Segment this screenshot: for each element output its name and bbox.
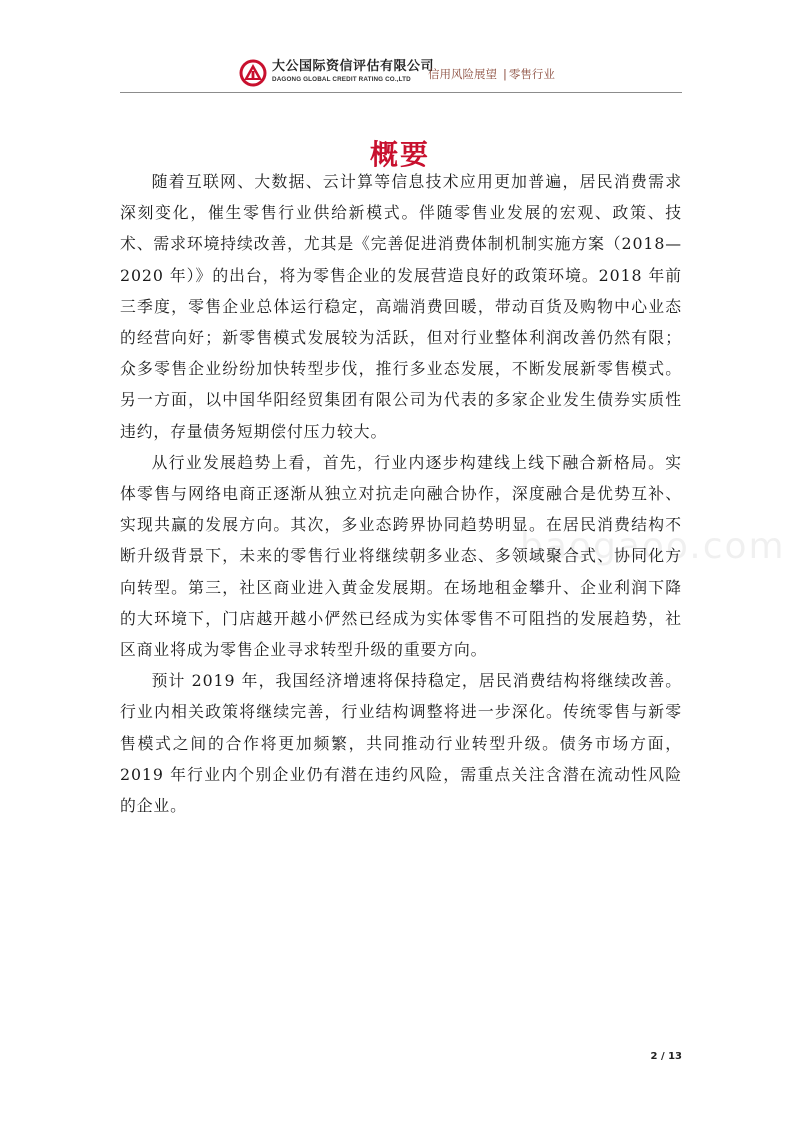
page-title: 概要 <box>369 137 430 171</box>
header-separator: | <box>503 67 507 81</box>
header-divider <box>120 92 682 93</box>
page-header <box>120 56 680 92</box>
paragraph: 预计 2019 年，我国经济增速将保持稳定，居民消费结构将继续改善。行业内相关政策将继续完善，行业结构调整将进一步深化。传统零售与新零售模式之间的合作将更加频繁，共同推动行业转型升级。债务市场方面，2019 年行业内个别企业仍有潜在违约风险，需重点关注含潜在流动性风险的企业。 <box>120 671 682 816</box>
watermark: baogaoo.com <box>520 526 786 567</box>
industry-label: 零售行业 <box>508 67 555 81</box>
paragraph: 随着互联网、大数据、云计算等信息技术应用更加普遍，居民消费需求深刻变化，催生零售行业供给新模式。伴随零售业发展的宏观、政策、技术、需求环境持续改善，尤其是《完善促进消费体制机制实施方案（2018—2020 年）》的出台，将为零售企业的发展营造良好的政策环境。2018 年前三季度，零售企业总体运行稳定，高端消费回暖，带动百货及购物中心业态的经营向好；新零售模式发展较为活跃，但对行业整体利润改善仍然有限；众多零售企业纷纷加快转型步伐，推行多业态发展，不断发展新零售模式。另一方面，以中国华阳经贸集团有限公司为代表的多家企业发生债券实质性违约，存量债务短期偿付压力较大。 <box>120 172 682 441</box>
dagong-logo-icon <box>238 58 268 88</box>
page-number: 2 / 13 <box>650 1051 682 1062</box>
report-tag <box>428 66 555 82</box>
report-type: 信用风险展望 <box>428 67 497 81</box>
summary-body <box>120 166 682 821</box>
company-name-en: DAGONG GLOBAL CREDIT RATING CO.,LTD <box>272 76 411 83</box>
paragraph: 从行业发展趋势上看，首先，行业内逐步构建线上线下融合新格局。实体零售与网络电商正逐渐从独立对抗走向融合协作，深度融合是优势互补、实现共赢的发展方向。其次，多业态跨界协同趋势明显。在居民消费结构不断升级背景下，未来的零售行业将继续朝多业态、多领域聚合式、协同化方向转型。第三，社区商业进入黄金发展期。在场地租金攀升、企业利润下降的大环境下，门店越开越小俨然已经成为实体零售不可阻挡的发展趋势，社区商业将成为零售企业寻求转型升级的重要方向。 <box>120 452 682 660</box>
company-name-cn: 大公国际资信评估有限公司 <box>272 59 435 74</box>
